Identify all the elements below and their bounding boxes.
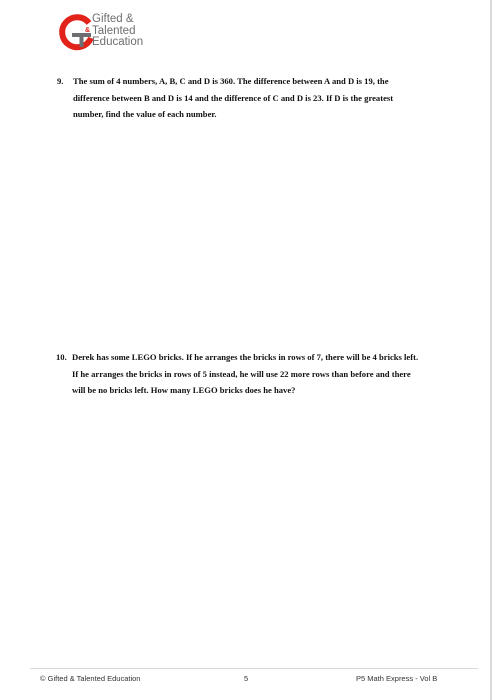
question-number: 9. (57, 76, 64, 86)
logo-wordmark (92, 14, 143, 49)
logo-line-1: Gifted & (92, 13, 134, 25)
question-number: 10. (56, 352, 67, 362)
question-text-line: difference between B and D is 14 and the difference of C and D is 23. If D is the greatest (73, 92, 394, 103)
svg-text:&: & (85, 27, 91, 34)
question-text-line: Derek has some LEGO bricks. If he arranges the bricks in rows of 7, there will be 4 bricks left. (72, 352, 419, 362)
logo-line-2: Talented (92, 24, 136, 37)
question-9 (57, 73, 442, 123)
question-text-line: The sum of 4 numbers, A, B, C and D is 360. The difference between A and D is 19, the (73, 76, 389, 86)
question-text-line: will be no bricks left. How many LEGO bricks does he have? (72, 385, 296, 395)
question-text-line: number, find the value of each number. (73, 109, 217, 119)
company-logo (56, 10, 156, 60)
logo-line-3: Education (92, 36, 144, 48)
question-10 (56, 349, 441, 399)
question-text-line: If he arranges the bricks in rows of 5 instead, he will use 22 more rows than before and there (72, 368, 411, 379)
footer-copyright: © Gifted & Talented Education (40, 674, 141, 683)
footer-divider (30, 668, 478, 669)
footer-book-title: P5 Math Express - Vol B (356, 674, 438, 683)
footer-page-number: 5 (244, 674, 249, 683)
